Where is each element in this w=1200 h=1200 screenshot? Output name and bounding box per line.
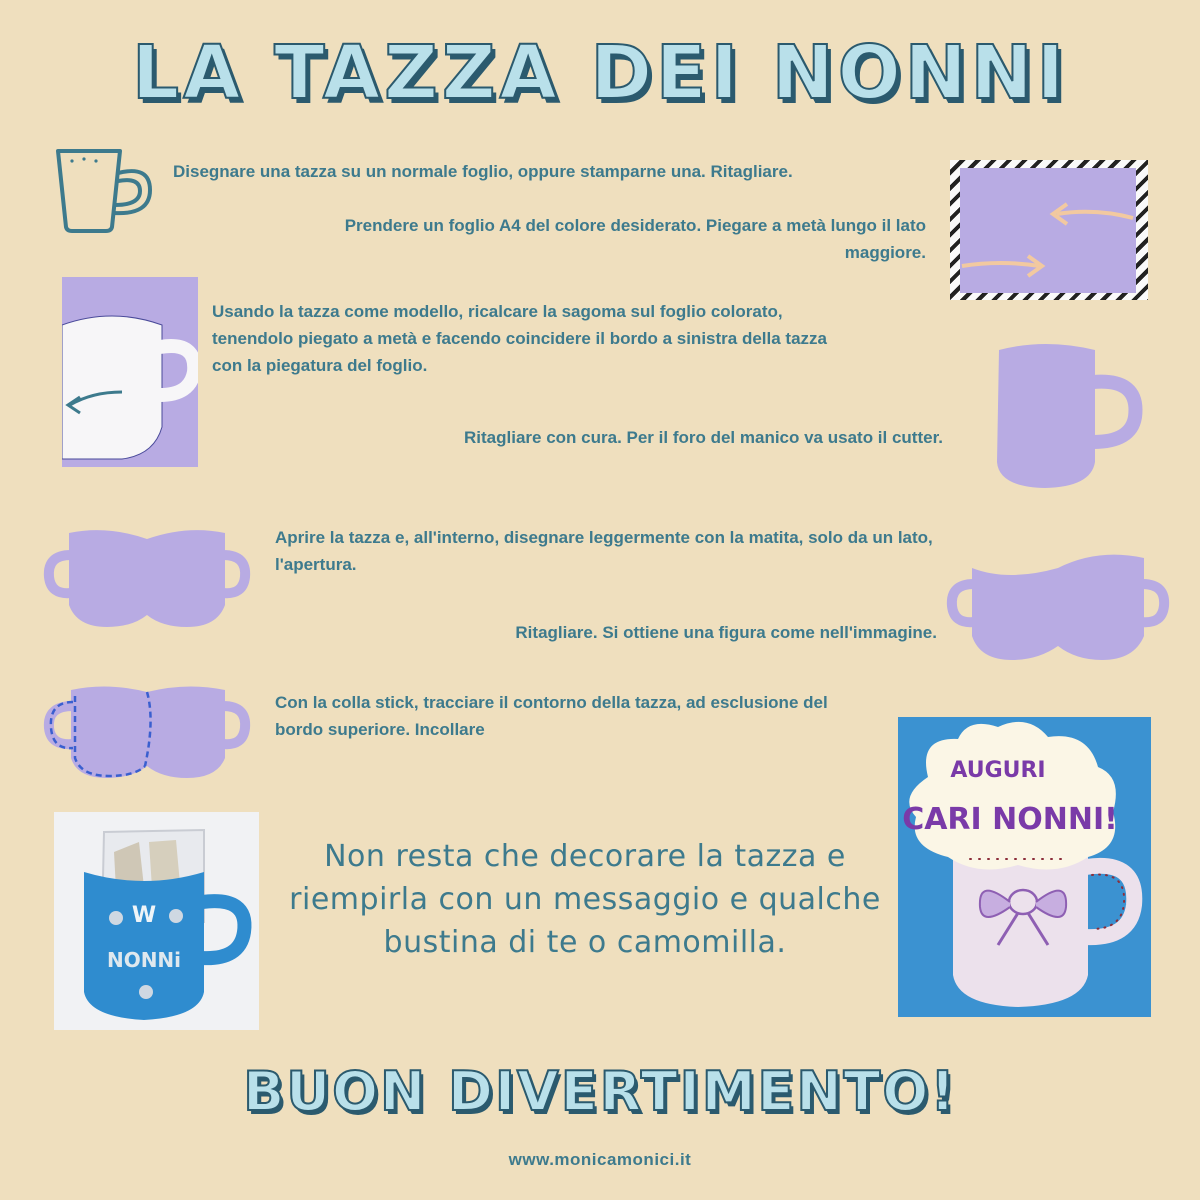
opened-mug-image	[47, 525, 247, 628]
mug-outline-icon	[50, 145, 160, 235]
step-6-text: Ritagliare. Si ottiene una figura come nell'immagine.	[515, 623, 937, 642]
step-7-text: Con la colla stick, tracciare il contorno della tazza, ad esclusione del bordo superiore. Incollare	[275, 693, 828, 739]
cutout-mug-image	[995, 342, 1140, 492]
step-3-text: Usando la tazza come modello, ricalcare la sagoma sul foglio colorato, tenendolo piegato a metà e facendo coincidere il bordo a sinistra della tazza con la piegatura del foglio.	[212, 302, 827, 375]
photo-auguri-card	[898, 717, 1151, 1017]
arrow-left-icon	[1045, 200, 1135, 230]
glue-outline-mug-image	[47, 680, 247, 780]
step-4-text: Ritagliare con cura. Per il foro del manico va usato il cutter.	[464, 428, 943, 447]
arrow-right-icon	[960, 252, 1050, 282]
cari-nonni-label: CARI NONNI!	[902, 802, 1118, 837]
website-link[interactable]: www.monicamonici.it	[508, 1150, 692, 1169]
card-nonni-label: NONNi	[106, 948, 182, 972]
step-2-text: Prendere un foglio A4 del colore desiderato. Piegare a metà lungo il lato maggiore.	[344, 216, 926, 262]
photo-blue-nonni-card	[54, 812, 259, 1030]
auguri-label: AUGURI	[950, 758, 1046, 783]
step-1-text: Disegnare una tazza su un normale foglio, oppure stamparne una. Ritagliare.	[173, 162, 793, 181]
page-title: LA TAZZA DEI NONNI	[131, 30, 1069, 116]
final-instructions: Non resta che decorare la tazza e riempirla con un messaggio e qualche bustina di te o camomilla.	[289, 839, 881, 960]
card-w-label: W	[131, 903, 157, 928]
step-5-text: Aprire la tazza e, all'interno, disegnare leggermente con la matita, solo da un lato, l'apertura.	[275, 528, 933, 574]
closing-heading: BUON DIVERTIMENTO!	[243, 1060, 957, 1123]
photo-folded-sheet	[950, 160, 1148, 300]
cut-opening-mug-image	[948, 548, 1168, 661]
photo-mug-template	[62, 277, 198, 467]
